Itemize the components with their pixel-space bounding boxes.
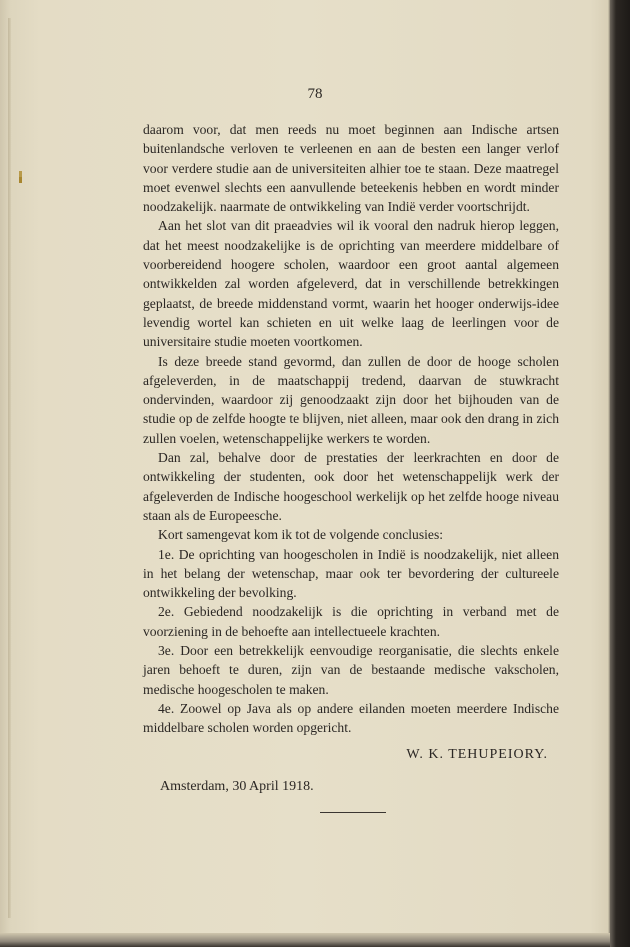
conclusion-item: 2e. Gebiedend noodzakelijk is die oprichting in verband met de voorziening in de behoefte aan intellectueele krachten.	[143, 604, 559, 639]
paragraph: daarom voor, dat men reeds nu moet beginnen aan Indische artsen buitenlandsche verloven te verleenen en aan de besten een langer verlof voor verdere studie aan de universiteiten alhier toe te staan. Deze maatregel moet evenwel slechts een aanvullende beteekenis hebben en wordt minder noodzakelijk. naarmate de ontwikkeling van Indië verder voortschrijdt.	[143, 122, 559, 215]
dateline: Amsterdam, 30 April 1918.	[160, 779, 314, 794]
body-text	[143, 120, 559, 738]
closing-rule	[320, 812, 386, 813]
page-number: 78	[307, 86, 323, 102]
conclusion-item: 4e. Zoowel op Java als op andere eilanden moeten meerdere Indische middelbare scholen worden opgericht.	[143, 700, 559, 736]
paragraph: Aan het slot van dit praeadvies wil ik vooral den nadruk hierop leggen, dat het meest noodzakelijke is de oprichting van meerdere middelbare of voorbereidend hoogere scholen, waardoor een groot aantal algemeen ontwikkelden zal worden afgeleverd, dat in verschillende betrekkingen geplaatst, de breede middenstand vormt, waarin het hooger onderwijs-idee levendig wortel kan schieten en uit welke laag de leerlingen voor de universitaire studie moeten voortkomen.	[143, 218, 559, 350]
binding-mark	[19, 177, 22, 183]
paragraph: Is deze breede stand gevormd, dan zullen de door de hooge scholen afgeleverden, in de maatschappij tredend, daarvan de stuwkracht ondervinden, waardoor zij genoodzaakt zijn door het bijhouden van de studie op de zelfde hoogte te blijven, niet alleen, maar ook den drang in zich zullen voelen, wetenschappelijke werkers te worden.	[143, 353, 559, 446]
page-edge	[8, 18, 11, 918]
author-signature: W. K. TEHUPEIORY.	[406, 747, 548, 762]
scan-right-edge	[610, 0, 630, 947]
conclusion-item: 1e. De oprichting van hoogescholen in Indië is noodzakelijk, niet alleen in het belang der wetenschap, maar ook ter bevordering der cultureele ontwikkeling der bevolking.	[143, 546, 559, 601]
scan-bottom-edge	[0, 933, 630, 947]
conclusion-item: 3e. Door een betrekkelijk eenvoudige reorganisatie, die slechts enkele jaren behoeft te duren, zijn van de bestaande medische vakscholen, medische hoogescholen te maken.	[143, 643, 559, 697]
paragraph: Kort samengevat kom ik tot de volgende conclusies:	[158, 527, 444, 543]
paragraph: Dan zal, behalve door de prestaties der leerkrachten en door de ontwikkeling der studenten, ook door het wetenschappelijk werk der afgeleverden de Indische hoogeschool werkelijk op het zelfde hooge niveau staan als de Europeesche.	[143, 450, 559, 523]
